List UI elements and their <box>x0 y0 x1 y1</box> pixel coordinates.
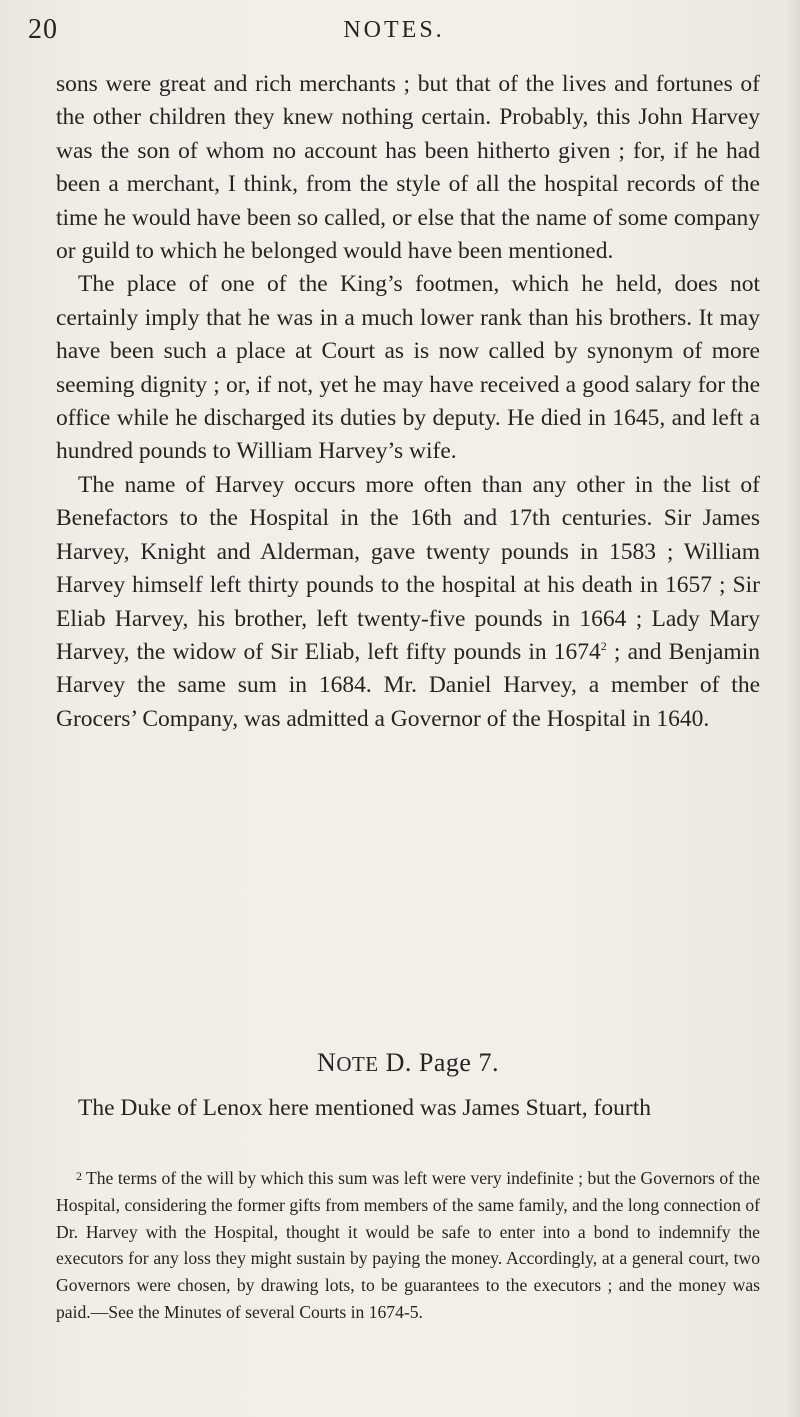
paragraph-3 <box>56 469 760 736</box>
paragraph-1: sons were great and rich merchants ; but that of the lives and fortunes of the other children they knew nothing certain. Probably, this John Harvey was the son of whom no account has been hitherto given ; for, if he had been a merchant, I think, from the style of all the hospital records of the time he would have been so called, or else that the name of some company or guild to which he belonged would have been mentioned. <box>56 71 760 265</box>
note-heading <box>56 1048 760 1078</box>
paragraph-3-text-a: The name of Harvey occurs more often than any other in the list of Benefactors to the Hospital in the 16th and 17th centuries. Sir James Harvey, Knight and Alderman, gave twenty pounds in 1583 ; William Harvey himself left thirty pounds to the hospital at his death in 1657 ; Sir Eliab Harvey, his brother, left twenty-five pounds in 1664 ; Lady Mary Harvey, the widow of Sir Eliab, left fifty pounds in 1674 <box>56 471 760 665</box>
header-title: NOTES. <box>343 17 445 43</box>
footnote-reference: 2 <box>600 638 607 653</box>
main-text <box>56 68 760 736</box>
footnote-marker: 2 <box>76 1169 82 1183</box>
note-page-ref: Page 7. <box>418 1048 499 1077</box>
paragraph-3-text-b: ; and Benjamin Harvey the same sum in 1684. Mr. Daniel Harvey, a member of the Grocers’ Company, was admitted a Governor of the Hospital in 1640. <box>56 638 760 732</box>
page-edge-shadow <box>786 0 800 1417</box>
note-word-initial: N <box>317 1048 337 1077</box>
note-word-rest: OTE <box>336 1052 379 1076</box>
running-head <box>28 14 760 50</box>
note-paragraph: The Duke of Lenox here mentioned was James Stuart, fourth <box>78 1095 651 1121</box>
paragraph-2: The place of one of the King’s footmen, which he held, does not certainly imply that he was in a much lower rank than his brothers. It may have been such a place at Court as is now called by synonym of more seeming dignity ; or, if not, yet he may have received a good salary for the office while he discharged its duties by deputy. He died in 1645, and left a hundred pounds to William Harvey’s wife. <box>56 271 760 465</box>
note-body <box>56 1092 760 1125</box>
note-letter: D. <box>385 1048 412 1077</box>
page-number: 20 <box>28 14 58 45</box>
footnote <box>56 1163 760 1326</box>
footnote-text: The terms of the will by which this sum was left were very indefinite ; but the Governors of the Hospital, considering the former gifts from members of the same family, and the long connection of Dr. Harvey with the Hospital, thought it would be safe to enter into a bond to indemnify the executors for any loss they might sustain by paying the money. Accordingly, at a general court, two Governors were chosen, by drawing lots, to be guarantees to the executors ; and the money was paid.—See the Minutes of several Courts in 1674-5. <box>56 1168 760 1322</box>
